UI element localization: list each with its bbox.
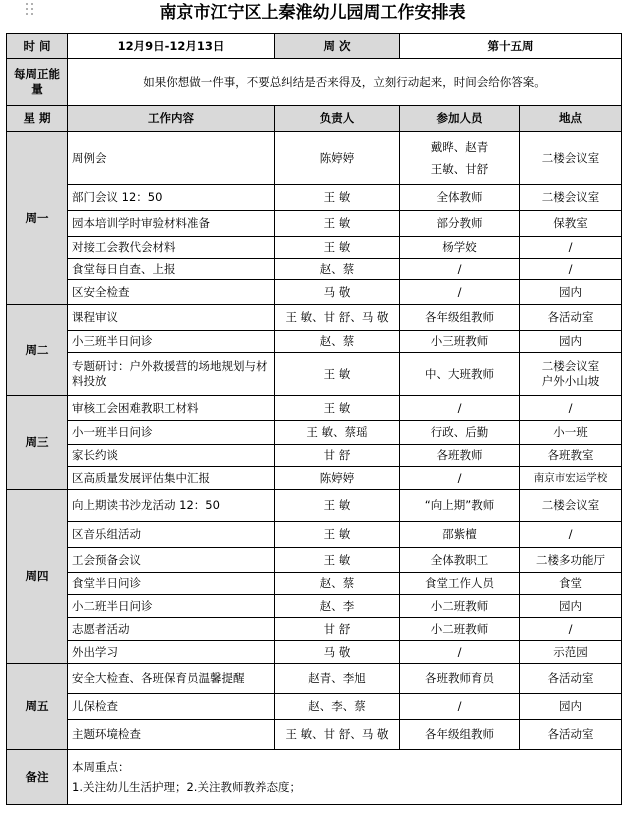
task-content: 食堂每日自查、上报: [68, 259, 275, 280]
task-content: 部门会议 12：50: [68, 185, 275, 211]
task-participants-line: 王敏、甘舒: [430, 162, 489, 176]
task-location: /: [520, 396, 622, 421]
task-participants: 邵紫檀: [400, 522, 520, 548]
task-content: 主题环境检查: [68, 720, 275, 750]
task-location: 园内: [520, 595, 622, 618]
task-participants: /: [400, 694, 520, 720]
task-location: 各班教室: [520, 445, 622, 467]
task-owner: 马 敬: [275, 280, 400, 305]
table-row: [7, 664, 622, 694]
notes-content: [68, 750, 622, 805]
task-location: /: [520, 259, 622, 280]
table-row: [7, 185, 622, 211]
task-participants: /: [400, 396, 520, 421]
table-row: [7, 259, 622, 280]
column-header-location: 地点: [520, 106, 622, 132]
table-row: [7, 280, 622, 305]
table-row: [7, 211, 622, 237]
task-participants: /: [400, 280, 520, 305]
task-participants: 各年级组教师: [400, 305, 520, 331]
column-header-content: 工作内容: [68, 106, 275, 132]
day-label-wednesday: 周三: [7, 396, 68, 490]
task-location: 各活动室: [520, 720, 622, 750]
task-owner: 甘 舒: [275, 618, 400, 641]
date-range: 12月9日-12月13日: [68, 34, 275, 59]
task-location: 二楼会议室: [520, 185, 622, 211]
task-content: 对接工会教代会材料: [68, 237, 275, 259]
task-location: /: [520, 618, 622, 641]
table-row: [7, 618, 622, 641]
table-row: [7, 396, 622, 421]
task-owner: 赵、李、蔡: [275, 694, 400, 720]
table-row: [7, 694, 622, 720]
task-participants: /: [400, 641, 520, 664]
notes-row: [7, 750, 622, 805]
table-row: [7, 548, 622, 573]
table-row: [7, 445, 622, 467]
day-label-friday: 周五: [7, 664, 68, 750]
table-row: [7, 132, 622, 185]
task-owner: 赵、蔡: [275, 573, 400, 595]
task-content: 课程审议: [68, 305, 275, 331]
task-owner: 马 敬: [275, 641, 400, 664]
task-participants: 全体教职工: [400, 548, 520, 573]
table-row: [7, 490, 622, 522]
task-content: 区音乐组活动: [68, 522, 275, 548]
column-header-owner: 负责人: [275, 106, 400, 132]
task-owner: 赵青、李旭: [275, 664, 400, 694]
week-label: 周 次: [275, 34, 400, 59]
time-label: 时 间: [7, 34, 68, 59]
motto-row: [7, 59, 622, 106]
task-location: 南京市宏运学校: [520, 467, 622, 490]
task-location-line: 户外小山坡: [541, 374, 600, 388]
task-owner: 甘 舒: [275, 445, 400, 467]
table-row: [7, 305, 622, 331]
task-content: 工会预备会议: [68, 548, 275, 573]
motto-label: 每周正能量: [7, 59, 68, 106]
task-location: /: [520, 522, 622, 548]
notes-line: 本周重点：: [72, 760, 130, 774]
motto-text: 如果你想做一件事，不要总纠结是否来得及，立刻行动起来，时间会给你答案。: [68, 59, 622, 106]
task-participants: 小二班教师: [400, 595, 520, 618]
task-participants: 各年级组教师: [400, 720, 520, 750]
task-owner: 王 敏: [275, 237, 400, 259]
task-content: 安全大检查、各班保育员温馨提醒: [68, 664, 275, 694]
column-header-participants: 参加人员: [400, 106, 520, 132]
task-participants: 各班教师育员: [400, 664, 520, 694]
task-owner: 赵、蔡: [275, 259, 400, 280]
table-row: [7, 573, 622, 595]
task-content: 志愿者活动: [68, 618, 275, 641]
task-location: [520, 353, 622, 396]
task-content: 儿保检查: [68, 694, 275, 720]
table-row: [7, 641, 622, 664]
page-title: 南京市江宁区上秦淮幼儿园周工作安排表: [159, 3, 466, 23]
task-participants: 杨学姣: [400, 237, 520, 259]
task-participants: 全体教师: [400, 185, 520, 211]
task-content: 小一班半日问诊: [68, 421, 275, 445]
day-label-tuesday: 周二: [7, 305, 68, 396]
task-content: 审核工会困难教职工材料: [68, 396, 275, 421]
header-row: [7, 34, 622, 59]
task-location: 食堂: [520, 573, 622, 595]
table-row: [7, 237, 622, 259]
task-owner: 王 敏、甘 舒、马 敬: [275, 305, 400, 331]
task-participants: /: [400, 467, 520, 490]
task-owner: 陈婷婷: [275, 467, 400, 490]
table-row: [7, 353, 622, 396]
task-content: 周例会: [68, 132, 275, 185]
task-location: 小一班: [520, 421, 622, 445]
task-location: 园内: [520, 694, 622, 720]
task-participants: [400, 132, 520, 185]
notes-label: 备注: [7, 750, 68, 805]
table-row: [7, 467, 622, 490]
table-row: [7, 522, 622, 548]
task-location: 保教室: [520, 211, 622, 237]
task-location: /: [520, 237, 622, 259]
task-owner: 赵、李: [275, 595, 400, 618]
task-participants: /: [400, 259, 520, 280]
task-content: 区安全检查: [68, 280, 275, 305]
week-value: 第十五周: [400, 34, 622, 59]
task-owner: 赵、蔡: [275, 331, 400, 353]
task-owner: 陈婷婷: [275, 132, 400, 185]
task-owner: 王 敏: [275, 396, 400, 421]
task-location-line: 二楼会议室: [541, 359, 600, 373]
task-owner: 王 敏: [275, 522, 400, 548]
task-location: 示范园: [520, 641, 622, 664]
task-participants-line: 戴晔、赵青: [430, 140, 489, 154]
task-content: 向上期读书沙龙活动 12：50: [68, 490, 275, 522]
task-participants: 食堂工作人员: [400, 573, 520, 595]
task-content: 小二班半日问诊: [68, 595, 275, 618]
task-participants: 小三班教师: [400, 331, 520, 353]
task-owner: 王 敏: [275, 211, 400, 237]
task-location: 各活动室: [520, 305, 622, 331]
table-row: [7, 421, 622, 445]
task-content: 外出学习: [68, 641, 275, 664]
task-participants: 行政、后勤: [400, 421, 520, 445]
day-label-thursday: 周四: [7, 490, 68, 664]
task-owner: 王 敏: [275, 353, 400, 396]
task-location: 二楼会议室: [520, 490, 622, 522]
task-owner: 王 敏: [275, 548, 400, 573]
weekly-schedule-table: [6, 33, 622, 805]
table-row: [7, 720, 622, 750]
notes-line: 1.关注幼儿生活护理；2.关注教师教养态度；: [72, 780, 301, 794]
task-participants: 中、大班教师: [400, 353, 520, 396]
task-content: 园本培训学时审验材料准备: [68, 211, 275, 237]
table-row: [7, 595, 622, 618]
task-participants: 部分教师: [400, 211, 520, 237]
column-header-day: 星 期: [7, 106, 68, 132]
task-location: 二楼多功能厅: [520, 548, 622, 573]
day-label-monday: 周一: [7, 132, 68, 305]
task-owner: 王 敏: [275, 185, 400, 211]
task-owner: 王 敏、甘 舒、马 敬: [275, 720, 400, 750]
task-participants: 各班教师: [400, 445, 520, 467]
task-content: 小三班半日问诊: [68, 331, 275, 353]
task-participants: 小二班教师: [400, 618, 520, 641]
task-content: 区高质量发展评估集中汇报: [68, 467, 275, 490]
task-content: 专题研讨：户外救援营的场地规划与材料投放: [68, 353, 275, 396]
task-location: 二楼会议室: [520, 132, 622, 185]
task-location: 园内: [520, 280, 622, 305]
task-location: 各活动室: [520, 664, 622, 694]
task-content: 家长约谈: [68, 445, 275, 467]
table-row: [7, 331, 622, 353]
task-owner: 王 敏、蔡瑶: [275, 421, 400, 445]
task-content: 食堂半日问诊: [68, 573, 275, 595]
task-owner: 王 敏: [275, 490, 400, 522]
task-participants: “向上期”教师: [400, 490, 520, 522]
column-header-row: [7, 106, 622, 132]
task-location: 园内: [520, 331, 622, 353]
